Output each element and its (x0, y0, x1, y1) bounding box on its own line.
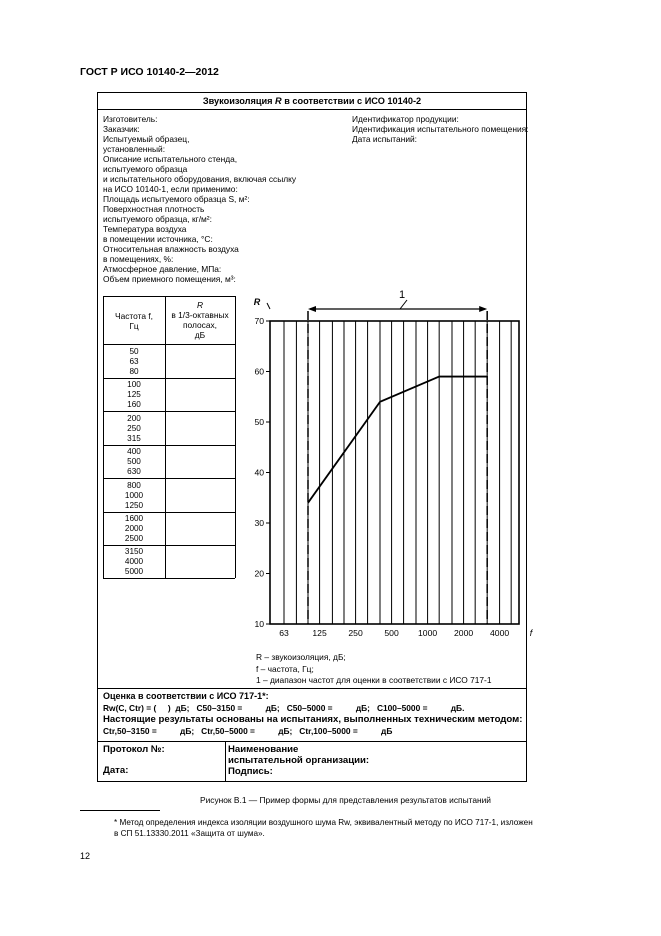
rating-divider (98, 688, 526, 689)
field-customer: Заказчик: (103, 124, 140, 134)
legend-item: R – звукоизоляция, дБ; (256, 652, 346, 662)
org-name: Наименование (228, 744, 299, 755)
freq-value: 4000 (124, 556, 144, 566)
field-room-id: Идентификация испытательного помещения: (352, 124, 529, 134)
page-number: 12 (80, 851, 91, 861)
y-tick-label: 60 (254, 366, 264, 377)
col2-header-line: дБ (194, 330, 206, 340)
x-tick-label: 125 (312, 628, 327, 638)
col2-header-line: в 1/3-октавных (171, 310, 229, 320)
range-bracket-arrow-left (308, 306, 316, 312)
freq-value: 160 (127, 399, 141, 409)
protocol-divider (98, 741, 526, 742)
y-axis-label-leader (267, 303, 270, 309)
reference-curve (308, 377, 487, 503)
freq-value: 80 (129, 366, 139, 376)
protocol-date: Дата: (103, 765, 129, 776)
form-title-variable: R (275, 96, 282, 106)
chart-legend (256, 652, 492, 687)
y-tick-label: 40 (254, 467, 264, 478)
col1-header-line: Гц (129, 321, 139, 331)
footnote-rule (80, 810, 160, 811)
field-area: Площадь испытуемого образца S, м²: (103, 194, 250, 204)
y-tick-label: 30 (254, 518, 264, 528)
protocol-left (103, 744, 165, 776)
freq-value: 250 (127, 423, 141, 433)
freq-value: 800 (127, 481, 141, 490)
y-tick-label: 10 (254, 619, 264, 629)
range-annotation-label: 1 (398, 289, 406, 301)
field-pressure: Атмосферное давление, МПа: (103, 264, 222, 274)
x-axis-label: f (529, 628, 533, 638)
y-tick-label: 50 (254, 417, 264, 427)
y-axis-label: R (253, 297, 261, 307)
form-title-prefix: Звукоизоляция (202, 96, 276, 106)
x-tick-label: 1000 (418, 628, 438, 638)
field-humidity-2: в помещениях, %: (103, 254, 174, 264)
field-description-4: на ИСО 10140-1, если применимо: (103, 184, 238, 194)
rating-section (103, 690, 522, 737)
freq-value: 400 (127, 447, 141, 456)
freq-value: 200 (127, 414, 141, 423)
freq-value: 500 (127, 456, 141, 466)
org-name-2: испытательной организации: (228, 755, 370, 766)
field-manufacturer: Изготовитель: (103, 114, 158, 124)
protocol-right (228, 744, 369, 777)
field-description: Описание испытательного стенда, (103, 154, 238, 164)
x-tick-label: 500 (384, 628, 399, 638)
field-test-date: Дата испытаний: (352, 134, 417, 144)
freq-value: 2000 (124, 523, 144, 533)
legend-item: 1 – диапазон частот для оценки в соответствии с ИСО 717-1 (256, 675, 492, 685)
x-tick-label: 250 (348, 628, 363, 638)
x-tick-label: 2000 (454, 628, 474, 638)
range-bracket-arrow-right (479, 306, 487, 312)
freq-value: 125 (127, 389, 141, 399)
field-humidity: Относительная влажность воздуха (103, 244, 239, 254)
rating-line-3: Ctr,50–3150 = дБ; Ctr,50–5000 = дБ; Ctr,100–5000 = дБ (103, 726, 393, 736)
field-specimen: Испытуемый образец, (103, 134, 190, 144)
freq-value: 63 (129, 356, 139, 366)
footnote (80, 817, 533, 839)
freq-value: 1250 (124, 500, 144, 510)
x-tick-label: 63 (279, 628, 289, 638)
form-title-suffix: в соответствии с ИСО 10140-2 (281, 96, 422, 106)
field-surface-density: Поверхностная плотность (103, 204, 205, 214)
col1-header-line: Частота f, (114, 311, 154, 321)
annotation-leader (400, 300, 407, 309)
freq-value: 630 (127, 466, 141, 476)
field-volume: Объем приемного помещения, м³: (103, 274, 236, 284)
freq-value: 50 (129, 347, 139, 356)
field-installed: установленный: (103, 144, 166, 154)
field-product-id: Идентификатор продукции: (352, 114, 459, 124)
rating-title: Оценка в соответствии с ИСО 717-1*: (103, 691, 269, 701)
freq-value: 3150 (124, 547, 144, 556)
rating-line-2: Настоящие результаты основаны на испытаниях, выполненных техническим методом: (103, 714, 523, 725)
field-description-2: испытуемого образца (103, 164, 188, 174)
field-temperature: Температура воздуха (103, 224, 187, 234)
freq-value: 100 (127, 380, 141, 389)
freq-value: 315 (127, 433, 141, 443)
protocol-number: Протокол №: (103, 744, 165, 755)
freq-value: 5000 (124, 566, 144, 576)
col2-header-line: полосах, (182, 320, 217, 330)
field-surface-density-2: испытуемого образца, кг/м²: (103, 214, 212, 224)
col2-header-line: R (196, 300, 204, 310)
freq-value: 2500 (124, 533, 144, 543)
x-tick-label: 4000 (490, 628, 510, 638)
protocol-col-divider (225, 741, 226, 781)
freq-value: 1600 (124, 514, 144, 523)
freq-value: 1000 (124, 490, 144, 500)
figure-caption: Рисунок В.1 — Пример формы для представления результатов испытаний (200, 795, 491, 805)
y-tick-label: 20 (254, 568, 264, 579)
field-temperature-2: в помещении источника, °С: (103, 234, 213, 244)
legend-item: f – частота, Гц; (256, 663, 314, 674)
field-description-3: и испытательного оборудования, включая ссылку (103, 174, 297, 184)
y-tick-label: 70 (254, 316, 264, 326)
footnote-line-1: * Метод определения индекса изоляции воздушного шума Rw, эквивалентный методу по ИСО 717-1, изложен (114, 818, 533, 827)
signature: Подпись: (228, 766, 273, 777)
footnote-line-2: в СП 51.13330.2011 «Защита от шума». (114, 829, 265, 838)
document-header: ГОСТ Р ИСО 10140-2—2012 (80, 66, 219, 78)
rating-line-1: Rw(C, Ctr) = ( ) дБ; C50–3150 = дБ; C50–5000 = дБ; C100–5000 = дБ. (103, 703, 465, 713)
